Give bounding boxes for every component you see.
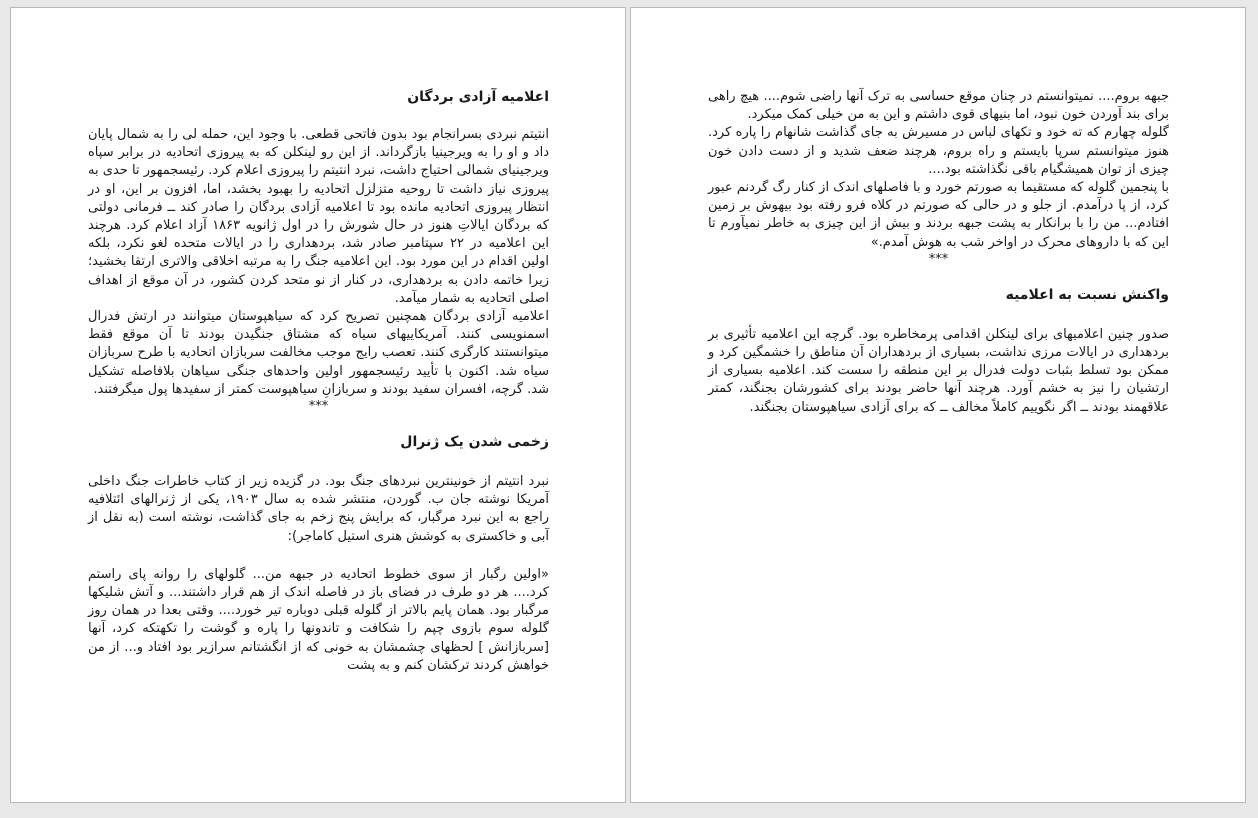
section-heading: اعلامیه آزادی بردگان xyxy=(407,89,549,105)
quote-paragraph: جبهه بروم.... نمیتوانستم در چنان موقع حساسی به ترک آنها راضی شوم.... هیچ راهی برای بند آوردن خون نبود، اما بنیهای قوی داشتم و این به من خیلی کمک میکرد. xyxy=(708,89,1169,123)
document-page-right xyxy=(630,7,1246,803)
spacer xyxy=(88,451,549,473)
body-paragraph: انتیتم نبردی بسرانجام بود بدون فاتحی قطعی. با وجود این، حمله لی را به شمال پایان داد و او را به ویرجینیا بازگرداند. از این رو لینکلن که به پیروزی اتحادیه در برابر سپاه ویرجینیای شمالی احتیاج داشت، نبرد انتیتم را پیروزی اعلام کرد. رئیسجمهور تا حدی به پیروزی نیاز داشت تا روحیه متزلزل اتحادیه را بهبود بخشد، اما، افزون بر این، او در انتظار پیروزی اتحادیه مانده بود تا اعلامیه آزادی بردگان را صادر کند ــ فرمانی دولتی که بردگان ایالاتِ هنوز در حال شورش را در اول ژانویه ۱۸۶۳ آزاد اعلام کرد. هرچند این اعلامیه در ۲۲ سپتامبر صادر شد، بردهداری را در ایالات متحده لغو نکرد، بلکه اولین اقدام در این مورد بود. این اعلامیه جنگ را به مرتبه اخلاقی والاتری ارتقا بخشید؛ زیرا خاتمه دادن به بردهداری، در کنار از نو متحد کردن کشور، در آن موقع از اهداف اصلی اتحادیه به شمار میآمد. xyxy=(88,127,550,306)
spacer xyxy=(88,546,549,566)
spacer xyxy=(708,304,1169,326)
section-separator: *** xyxy=(928,251,949,267)
spacer xyxy=(88,106,549,126)
page-content xyxy=(88,88,549,675)
body-paragraph: اعلامیه آزادی بردگان همچنین تصریح کرد که سیاهپوستان میتوانند در ارتش فدرال اسمنویسی کنند. آمریکاییهای سیاه که مشتاق جنگیدن بودند تا آن موقع فقط میتوانستند کارگری کنند. تعصب رایج موجب مخالفت سربازان اتحادیه با طرح سربازان سیاه شد. اکنون با تأیید رئیسجمهور اولین واحدهای جنگی سیاهان بلافاصله تشکیل شد. گرچه، افسران سفید بودند و سربازانِ سیاهپوست کمتر از سفیدها پول میگرفتند. xyxy=(88,309,549,397)
quote-paragraph: گلوله چهارم که ته خود و تکهای لباس در مسیرش به جای گذاشت شانهام را پاره کرد. هنوز میتوانستم سرپا بایستم و راه بروم، هرچند ضعف شدید و از دست دادن خون چیزی از توان همیشگیام باقی نگذاشته بود.... xyxy=(708,125,1169,177)
section-heading: زخمی شدن یک ژنرال xyxy=(400,434,549,451)
spacer xyxy=(708,268,1169,286)
section-separator: *** xyxy=(308,399,329,415)
body-paragraph: نبرد انتیتم از خونینترین نبردهای جنگ بود. در گزیده زیر از کتاب خاطرات جنگ داخلی آمریکا نوشته جان ب. گوردن، منتشر شده به سال ۱۹۰۳، یکی از ژنرالهای ائتلافیه راجع به این نبرد مرگبار، که برایش پنج زخم به جای گذاشت، نوشته است (به نقل از آبی و خاکستری به کوشش هنری استیل کاماجر): xyxy=(88,474,549,544)
section-heading: واکنش نسبت به اعلامیه xyxy=(1005,286,1169,303)
quote-paragraph: «اولین رگبار از سوی خطوط اتحادیه در جبهه من... گلولهای را روانه پای راستم کرد.... هر دو طرف در فضای باز در فاصله اندک از هم قرار داشتند... و آتش شلیکها مرگبار بود. همان پایم بالاتر از گلوله قبلی دوباره تیر خورد.... وقتی بعدا در همان روز گلوله سوم بازوی چپم را شکافت و تاندونها را پاره و گوشت را تکهتکه کرد، آنها [سربازانش ] لحظهای چشمشان به خونی که از انگشتانم سرازیر بود افتاد و... از من خواهش کردند ترکشان کنم و به پشت xyxy=(88,566,549,673)
quote-paragraph: با پنجمین گلوله که مستقیما به صورتم خورد و با فاصلهای اندک از کنار رگ گردنم عبور کرد، از پا درآمدم. از جلو و در حالی که صورتم در کلاه فرو رفته بود بیهوش بر زمین افتادم... من را با برانکار به پشت جبهه بردند و بیش از این چیزی به خاطر نمیآورم تا این که با داروهای محرک در اواخر شب به هوش آمدم.» xyxy=(708,180,1169,250)
document-page-left xyxy=(10,7,626,803)
body-paragraph: صدور چنین اعلامیهای برای لینکلن اقدامی پرمخاطره بود. گرچه این اعلامیه تأثیری بر بردهداری در ایالات مرزی نداشت، بسیاری از بردهداران آن مناطق را خشمگین کرد و ممکن بود تسلط بثبات دولت فدرال بر این منطقه را سست کند. اعلامیه بسیاری از ارتشیان را نیز به خشم آورد. هرچند آنها حاضر بودند برای کشورشان بجنگند، کمتر علاقهمند بودند ــ اگر نگوییم کاملاً مخالف ــ که برای آزادی سیاهپوستان بجنگند. xyxy=(708,326,1169,415)
spacer xyxy=(88,415,549,433)
page-content xyxy=(708,88,1169,417)
